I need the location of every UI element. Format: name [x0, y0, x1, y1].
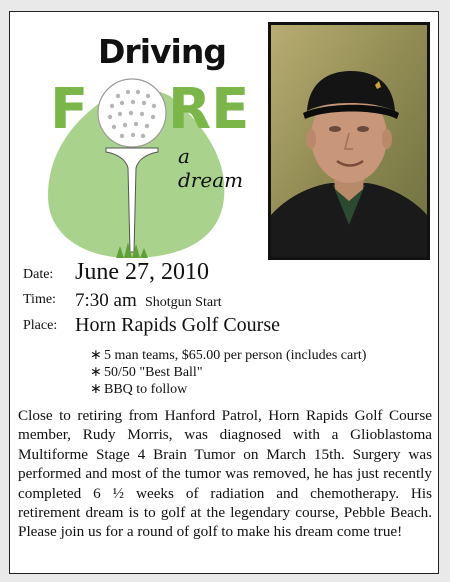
- event-description: Close to retiring from Hanford Patrol, Horn Rapids Golf Course member, Rudy Morris, was diagnosed with a Glioblastoma Multiforme Stage 4 Brain Tumor on March 15th. Surgery was performed and most of the tumor was removed, he has just recently completed 6 ½ weeks of radiation and chemotherapy. His retirement dream is to golf at the legendary course, Pebble Beach. Please join us for a round of golf to make his dream come true!: [18, 407, 432, 541]
- flyer-page: [9, 11, 439, 574]
- event-logo: [40, 26, 250, 266]
- portrait-image: [271, 25, 427, 257]
- time-label: Time:: [23, 292, 56, 307]
- bullet-icon: ∗: [90, 382, 102, 397]
- details-list-item: ∗ BBQ to follow: [90, 382, 188, 397]
- portrait-photo: [268, 22, 430, 260]
- date-label: Date:: [23, 267, 54, 282]
- time-value: 7:30 am: [75, 290, 137, 311]
- place-label: Place:: [23, 318, 58, 333]
- bullet-icon: ∗: [90, 365, 102, 380]
- logo-title: Driving: [98, 32, 226, 71]
- bullet-icon: ∗: [90, 348, 102, 363]
- date-value: June 27, 2010: [75, 259, 209, 285]
- date-row: [23, 259, 283, 289]
- place-value: Horn Rapids Golf Course: [75, 314, 280, 336]
- details-list: [90, 347, 366, 398]
- time-note: Shotgun Start: [145, 295, 222, 310]
- details-list-item: ∗ 5 man teams, $65.00 per person (includes cart): [90, 348, 367, 363]
- logo-letter-f: F: [50, 77, 89, 142]
- details-list-item: ∗ 50/50 "Best Ball": [90, 365, 203, 380]
- place-row: [23, 314, 353, 338]
- time-row: [23, 290, 323, 314]
- logo-letters-re: RE: [168, 77, 250, 142]
- logo-tagline: a dream: [178, 144, 244, 192]
